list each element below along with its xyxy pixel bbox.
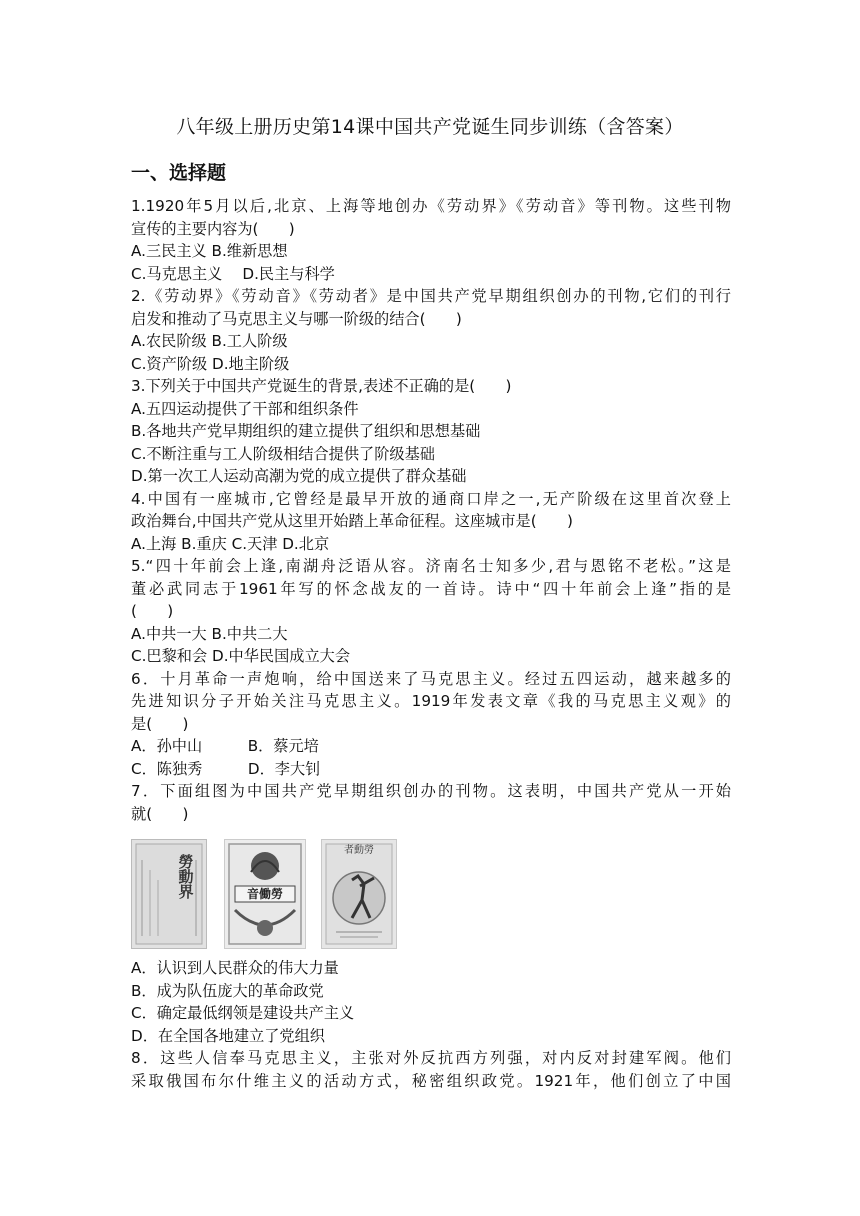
- question-1-stem-cont: 宣传的主要内容为( ): [131, 219, 295, 238]
- question-6-options-ab: A．孙中山 B．蔡元培: [131, 737, 319, 755]
- question-6-options-cd: C．陈独秀 D．李大钊: [131, 759, 321, 778]
- question-7-option-a: A．认识到人民群众的伟大力量: [131, 959, 339, 977]
- question-4-options: A.上海 B.重庆 C.天津 D.北京: [131, 534, 330, 553]
- question-2-stem-cont: 启发和推动了马克思主义与哪一阶级的结合( ): [131, 309, 462, 328]
- question-3-option-d: D.第一次工人运动高潮为党的成立提供了群众基础: [131, 467, 467, 485]
- question-2-options-ab: A.农民阶级 B.工人阶级: [131, 332, 288, 350]
- document-title: 八年级上册历史第14课中国共产党诞生同步训练（含答案）: [176, 116, 684, 138]
- question-7-stem: 7．下面组图为中国共产党早期组织创办的刊物。这表明，中国共产党从一开始: [131, 782, 731, 800]
- question-7-option-d: D．在全国各地建立了党组织: [131, 1026, 325, 1045]
- question-4-stem-cont: 政治舞台,中国共产党从这里开始踏上革命征程。这座城市是( ): [131, 512, 573, 530]
- question-6-stem: 6．十月革命一声炮响，给中国送来了马克思主义。经过五四运动，越来越多的: [131, 669, 731, 688]
- question-7-option-b: B．成为队伍庞大的革命政党: [131, 981, 324, 1000]
- question-7-option-c: C．确定最低纲领是建设共产主义: [131, 1004, 355, 1022]
- question-3-option-a: A.五四运动提供了干部和组织条件: [131, 399, 359, 418]
- question-8-stem-cont: 采取俄国布尔什维主义的活动方式，秘密组织政党。1921年，他们创立了中国: [131, 1071, 731, 1090]
- question-5-options-ab: A.中共一大 B.中共二大: [131, 624, 288, 643]
- question-list: [131, 195, 731, 1092]
- question-1-stem: 1.1920年5月以后,北京、上海等地创办《劳动界》《劳动音》等刊物。这些刊物: [131, 197, 731, 215]
- question-1-options-ab: A.三民主义 B.维新思想: [131, 242, 288, 260]
- question-7-stem-cont: 就( ): [131, 804, 189, 823]
- question-6-answer-blank: 是( ): [131, 714, 189, 733]
- question-5-options-cd: C.巴黎和会 D.中华民国成立大会: [131, 647, 351, 665]
- publication-title-laodongjie: 勞動界: [176, 854, 195, 899]
- question-2-stem: 2.《劳动界》《劳动音》《劳动者》是中国共产党早期组织创办的刊物,它们的刊行: [131, 287, 731, 305]
- question-3-option-c: C.不断注重与工人阶级相结合提供了阶级基础: [131, 444, 435, 463]
- question-3-stem: 3.下列关于中国共产党诞生的背景,表述不正确的是( ): [131, 377, 512, 395]
- publication-image-laodongyin: [224, 839, 306, 949]
- question-1-options-cd: C.马克思主义 D.民主与科学: [131, 264, 335, 283]
- question-2-options-cd: C.资产阶级 D.地主阶级: [131, 354, 290, 373]
- publication-image-laodongzhe: [321, 839, 397, 949]
- publication-title-laodongzhe: 者動勞: [344, 845, 374, 856]
- question-7-figures: [131, 829, 731, 951]
- question-3-option-b: B.各地共产党早期组织的建立提供了组织和思想基础: [131, 422, 481, 440]
- question-6-stem-cont: 先进知识分子开始关注马克思主义。1919年发表文章《我的马克思主义观》的: [131, 692, 731, 710]
- question-8-stem: 8．这些人信奉马克思主义，主张对外反抗西方列强，对内反对封建军阀。他们: [131, 1049, 731, 1067]
- question-4-stem: 4.中国有一座城市,它曾经是最早开放的通商口岸之一,无产阶级在这里首次登上: [131, 489, 731, 508]
- publication-title-laodongyin: 音働勞: [246, 887, 283, 901]
- question-5-answer-blank: ( ): [131, 602, 174, 620]
- question-5-stem: 5.“四十年前会上逢,南湖舟泛语从容。济南名士知多少,君与恩铭不老松。”这是: [131, 557, 731, 575]
- question-5-stem-cont: 董必武同志于1961年写的怀念战友的一首诗。诗中“四十年前会上逢”指的是: [131, 579, 731, 598]
- section-heading: 一、选择题: [131, 162, 227, 184]
- publication-image-laodongjie: [131, 839, 207, 949]
